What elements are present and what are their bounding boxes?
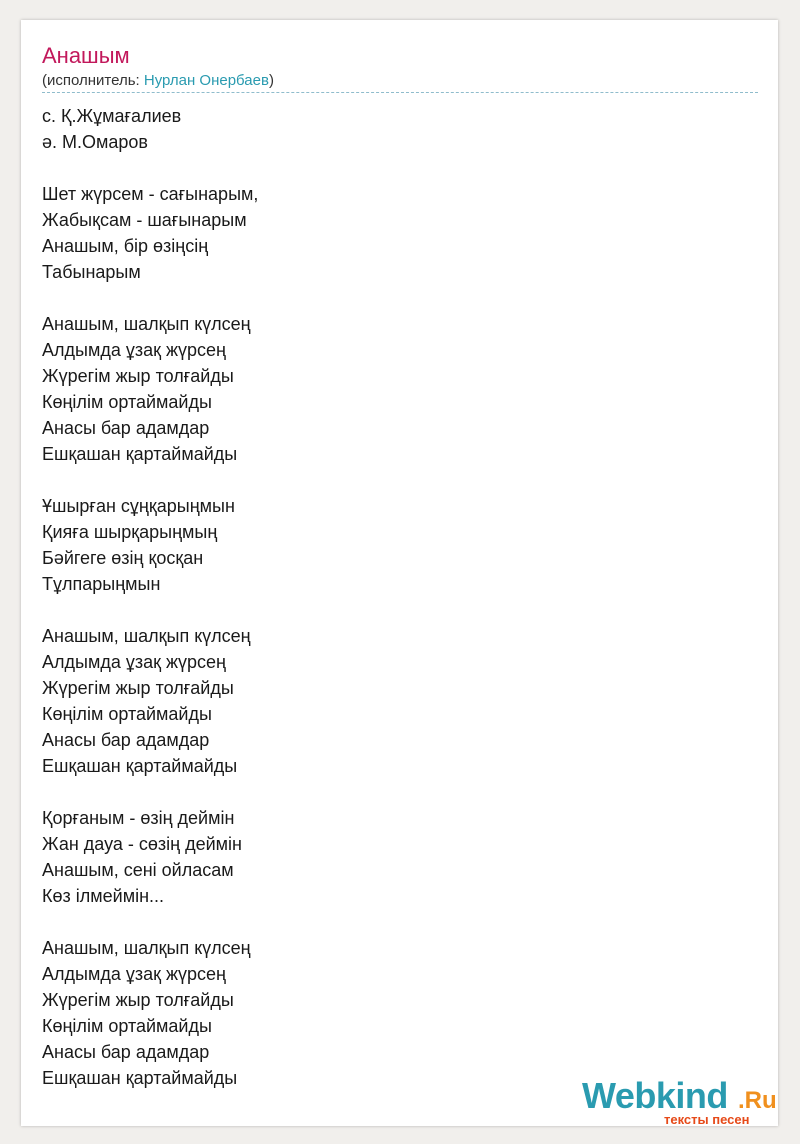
lyric-line: Қияға шырқарыңмың xyxy=(42,522,218,542)
lyric-line: Жабықсам - шағынарым xyxy=(42,210,247,230)
stanza-gap xyxy=(42,467,742,493)
song-header xyxy=(42,43,758,93)
lyric-line: Бәйгеге өзің қосқан xyxy=(42,548,204,568)
lyric-line: Ешқашан қартаймайды xyxy=(42,444,238,464)
lyric-line: Жүрегім жыр толғайды xyxy=(42,366,234,386)
lyric-line: Алдымда ұзақ жүрсең xyxy=(42,340,226,360)
lyric-line: Көз ілмеймін... xyxy=(42,886,165,906)
lyric-line: Анашым, шалқып күлсең xyxy=(42,314,251,334)
lyric-line: Ешқашан қартаймайды xyxy=(42,756,238,776)
logo-wordmark: Webkind xyxy=(582,1075,728,1116)
logo-tagline: тексты песен xyxy=(664,1112,750,1127)
lyric-line: Қорғаным - өзің деймін xyxy=(42,808,235,828)
artist-link[interactable]: Нурлан Онербаев xyxy=(143,72,269,89)
lyrics-sheet xyxy=(21,20,778,1126)
lyric-line: Жүрегім жыр толғайды xyxy=(42,990,234,1010)
stanza-gap xyxy=(42,909,742,935)
lyric-line: Көңілім ортаймайды xyxy=(42,1016,212,1036)
logo-domain-suffix: .Ru xyxy=(738,1087,777,1114)
lyric-line: Анасы бар адамдар xyxy=(42,1042,210,1062)
performer-suffix: ) xyxy=(268,72,274,89)
stanza-gap xyxy=(42,285,742,311)
lyric-line: Көңілім ортаймайды xyxy=(42,704,212,724)
stanza-gap xyxy=(42,597,742,623)
lyric-line: с. Қ.Жұмағалиев xyxy=(42,106,182,126)
lyric-line: Алдымда ұзақ жүрсең xyxy=(42,964,226,984)
lyric-line: Жүрегім жыр толғайды xyxy=(42,678,234,698)
lyric-line: Табынарым xyxy=(42,262,141,282)
lyric-line: Алдымда ұзақ жүрсең xyxy=(42,652,226,672)
lyric-line: Анашым, сені ойласам xyxy=(42,860,234,880)
lyric-line: Тұлпарыңмын xyxy=(42,574,161,594)
lyric-line: Анашым, бір өзіңсің xyxy=(42,236,209,256)
lyric-line: ә. М.Омаров xyxy=(42,132,148,152)
performer-prefix: (исполнитель: xyxy=(42,72,144,89)
lyric-line: Шет жүрсем - сағынарым, xyxy=(42,184,259,204)
performer-line xyxy=(42,71,758,93)
lyric-line: Ешқашан қартаймайды xyxy=(42,1068,238,1088)
lyric-line: Анасы бар адамдар xyxy=(42,418,210,438)
lyric-line: Көңілім ортаймайды xyxy=(42,392,212,412)
lyric-line: Анасы бар адамдар xyxy=(42,730,210,750)
song-title: Анашым xyxy=(42,43,130,68)
lyrics-body xyxy=(42,103,742,1091)
lyric-line: Ұшырған сұңқарыңмын xyxy=(42,496,235,516)
site-logo[interactable] xyxy=(582,1074,782,1134)
stanza-gap xyxy=(42,779,742,805)
stanza-gap xyxy=(42,155,742,181)
lyric-line: Анашым, шалқып күлсең xyxy=(42,938,251,958)
lyric-line: Анашым, шалқып күлсең xyxy=(42,626,251,646)
lyric-line: Жан дауа - сөзің деймін xyxy=(42,834,242,854)
